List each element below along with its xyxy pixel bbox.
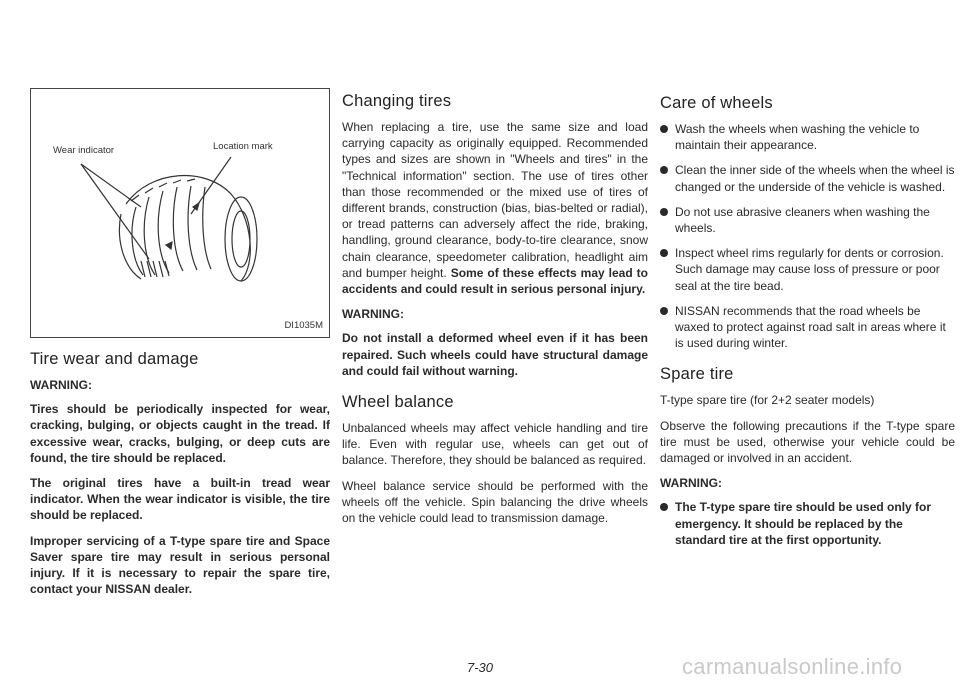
list-item: NISSAN recommends that the road wheels be waxed to protect against road salt in areas where it is used during winter. xyxy=(660,303,955,352)
list-item: Clean the inner side of the wheels when the wheel is changed or the underside of the vehicle is washed. xyxy=(660,162,955,194)
warning-label: WARNING: xyxy=(660,476,722,491)
spare-warning-list xyxy=(660,499,955,548)
changing-tires-text: When replacing a tire, use the same size and load carrying capacity as originally equipped. Recommended types and sizes are shown in "Wheels and tires" in the "Technical information" section. The use of tires other than those recommended or the mixed use of tires of different brands, construction (bias, bias-belted or radial), or tread patterns can adversely affect the ride, braking, handling, ground clearance, body-to-tire clearance, snow chain clearance, speedometer calibration, headlight aim and bumper height. xyxy=(342,120,648,280)
bullet-icon xyxy=(660,125,668,133)
warning-paragraph-3: Improper servicing of a T-type spare tire and Space Saver spare tire may result in serious personal injury. If it is necessary to repair the spare tire, contact your NISSAN dealer. xyxy=(30,533,330,597)
figure-code: DI1035M xyxy=(284,320,323,331)
bullet-icon xyxy=(660,249,668,257)
warning-label: WARNING: xyxy=(342,307,404,322)
heading-care-of-wheels: Care of wheels xyxy=(660,94,773,112)
warning-paragraph-1: Tires should be periodically inspected for wear, cracking, bulging, or objects caught in the tread. If excessive wear, cracks, bulging, or deep cuts are found, the tire should be replaced. xyxy=(30,402,330,465)
location-mark-label: Location mark xyxy=(213,141,273,152)
warning-paragraph-2: The original tires have a built-in tread wear indicator. When the wear indicator is visible, the tire should be replaced. xyxy=(30,476,330,523)
column-care-of-wheels xyxy=(660,94,955,557)
care-list xyxy=(660,121,955,351)
wear-indicator-label: Wear indicator xyxy=(53,145,115,156)
tire-illustration xyxy=(30,88,330,338)
tire-drawing xyxy=(31,89,331,339)
list-item: The T-type spare tire should be used only for emergency. It should be replaced by the standard tire at the first opportunity. xyxy=(660,499,955,548)
wheel-balance-paragraph-2: Wheel balance service should be performed with the wheels off the vehicle. Spin balancing the drive wheels on the vehicle could lead to transmission damage. xyxy=(342,478,648,526)
bullet-icon xyxy=(660,166,668,174)
heading-spare-tire: Spare tire xyxy=(660,365,734,384)
spare-tire-paragraph: Observe the following precautions if the T-type spare tire must be used, otherwise your vehicle could be damaged or involved in an accident. xyxy=(660,418,955,466)
wheel-balance-paragraph-1: Unbalanced wheels may affect vehicle handling and tire life. Even with regular use, wheels can get out of balance. Therefore, they should be balanced as required. xyxy=(342,421,648,468)
spare-tire-type: T-type spare tire (for 2+2 seater models) xyxy=(660,393,875,408)
heading-wheel-balance: Wheel balance xyxy=(342,393,454,412)
bullet-icon xyxy=(660,208,668,216)
column-changing-tires xyxy=(342,92,648,535)
warning-label: WARNING: xyxy=(30,378,92,392)
bullet-icon xyxy=(660,307,668,315)
heading-tire-wear: Tire wear and damage xyxy=(30,350,199,368)
list-item: Inspect wheel rims regularly for dents or corrosion. Such damage may cause loss of pressure or poor seal at the tire bead. xyxy=(660,245,955,294)
bullet-icon xyxy=(660,503,668,511)
watermark: carmanualsonline.info xyxy=(682,654,903,679)
deformed-wheel-warning: Do not install a deformed wheel even if it has been repaired. Such wheels could have structural damage and could fail without warning. xyxy=(342,331,648,378)
column-tire-wear xyxy=(30,88,330,606)
changing-tires-bold-text: Some of these effects may lead to accidents and could result in serious personal injury. xyxy=(342,265,648,297)
page-number: 7-30 xyxy=(467,660,494,675)
list-item: Wash the wheels when washing the vehicle to maintain their appearance. xyxy=(660,121,955,153)
list-item: Do not use abrasive cleaners when washing the wheels. xyxy=(660,204,955,236)
heading-changing-tires: Changing tires xyxy=(342,92,452,110)
changing-tires-paragraph xyxy=(342,119,648,297)
